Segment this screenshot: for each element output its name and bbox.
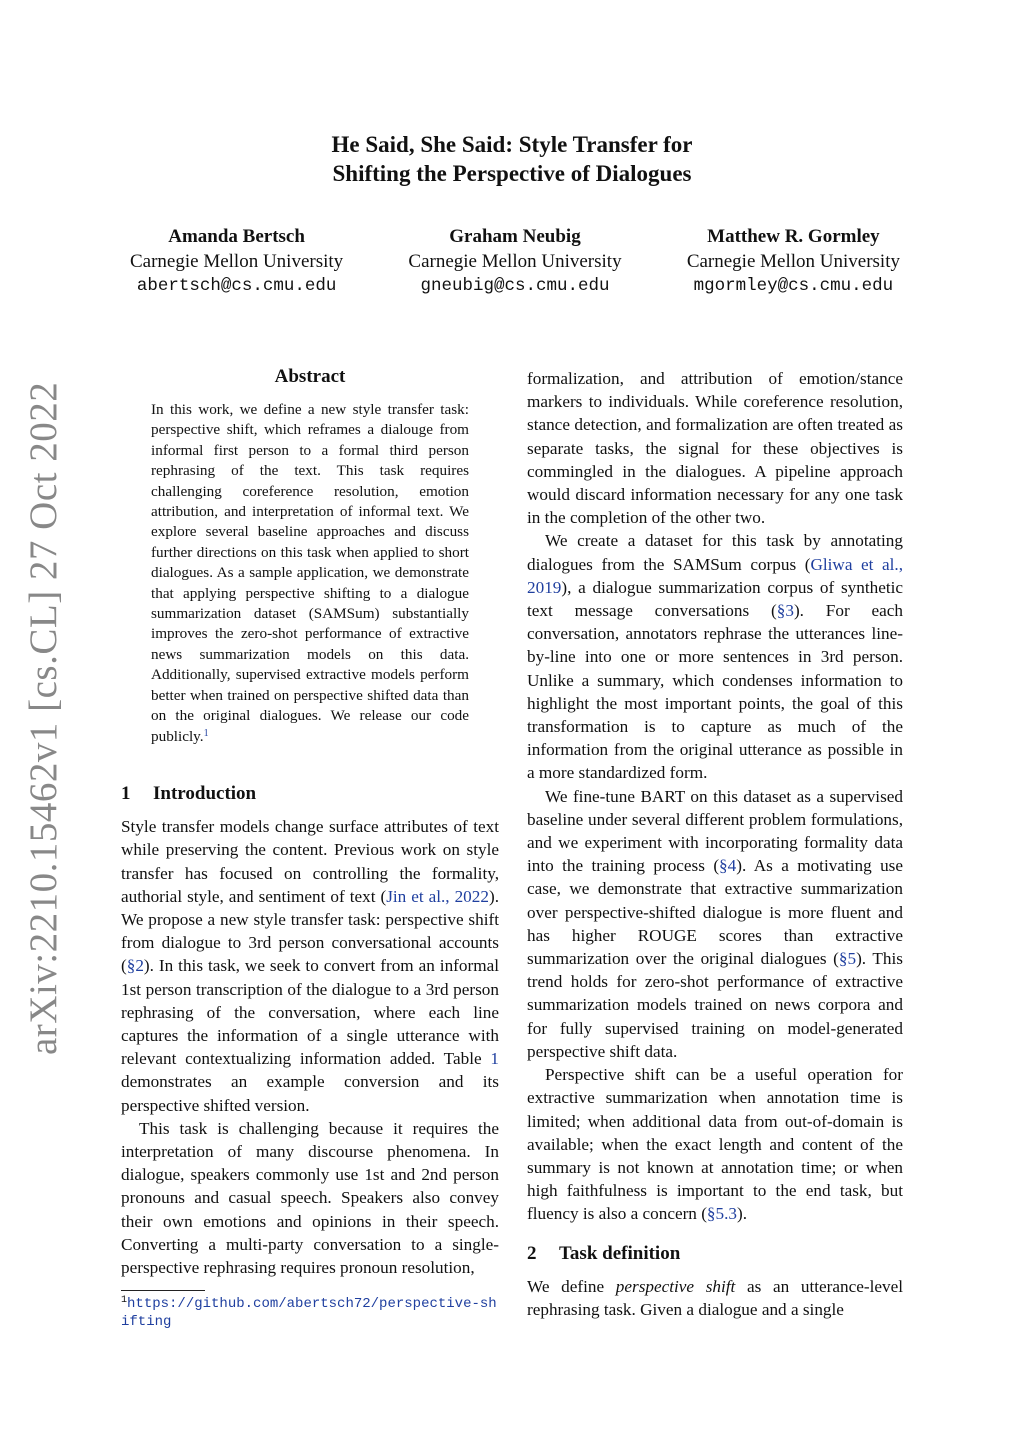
text-run: ). This trend holds for zero-shot performance of extractive summarization models trained on news corpora and for fully supervised training on model-generated perspective shift data. xyxy=(527,949,903,1061)
section-number: 1 xyxy=(121,783,131,804)
footnote-marker[interactable]: 1 xyxy=(203,727,209,739)
citation-link[interactable]: Gliwa et al., 2019 xyxy=(527,554,903,597)
table-ref-link[interactable]: 1 xyxy=(490,1049,499,1069)
footnote-number: 1 xyxy=(121,1295,128,1306)
section-ref-link[interactable]: §5 xyxy=(838,949,857,969)
text-run: ). As a motivating use case, we demonstrate that extractive summarization over perspective-shifted dialogue is more fluent and has higher ROUGE scores than extractive summarization over the original dialogues ( xyxy=(527,856,903,969)
footnote xyxy=(121,1295,501,1331)
text-run: Perspective shift can be a useful operation for extractive summarization when annotation time is limited; when additional data from out-of-domain is available; when the exact length and content of the summary is not known at annotation time; or when high faithfulness is important to the end task, but fluency is also a concern ( xyxy=(527,1065,903,1224)
abstract-body xyxy=(151,400,469,747)
text-run: ). For each conversation, annotators rephrase the utterances line-by-line into one or more sentences in 3rd person. Unlike a summary, which condenses information to highlight the most important points, the goal of this transformation is to capture as much of the information from the original utterance as possible in a more standardized form. xyxy=(527,601,903,783)
task-definition-paragraph xyxy=(527,1275,903,1321)
title-line-1: He Said, She Said: Style Transfer for xyxy=(331,132,693,157)
author-affiliation: Carnegie Mellon University xyxy=(686,251,900,272)
text-run: ). We propose a new style transfer task: perspective shift from dialogue to 3rd person conversational accounts ( xyxy=(121,886,499,976)
intro-paragraph-5 xyxy=(527,785,903,1063)
author-name: Matthew R. Gormley xyxy=(707,226,880,247)
intro-paragraph-1 xyxy=(121,815,499,1117)
text-run: We create a dataset for this task by annotating dialogues from the SAMSum corpus ( xyxy=(527,531,903,574)
section-number: 2 xyxy=(527,1242,537,1264)
author-block xyxy=(130,224,900,299)
section-ref-link[interactable]: §2 xyxy=(126,956,144,976)
author-name: Graham Neubig xyxy=(449,226,581,247)
left-column-body xyxy=(121,782,499,1279)
footnote-rule xyxy=(121,1290,205,1291)
author-affiliation: Carnegie Mellon University xyxy=(408,251,622,272)
text-run: Style transfer models change surface attributes of text while preserving the content. Previous work on style transfer has focused on controlling the formality, authorial style, and sentiment of text ( xyxy=(121,817,499,906)
section-1-heading xyxy=(121,782,499,805)
abstract-heading: Abstract xyxy=(274,366,346,387)
paper-title xyxy=(0,130,1024,188)
author-1 xyxy=(130,224,343,299)
citation-link[interactable]: Jin et al., 2022 xyxy=(386,886,489,906)
title-line-2: Shifting the Perspective of Dialogues xyxy=(332,161,692,186)
author-3 xyxy=(687,224,900,299)
section-ref-link[interactable]: §3 xyxy=(776,601,794,621)
author-email: mgormley@cs.cmu.edu xyxy=(693,276,894,296)
intro-paragraph-4 xyxy=(527,529,903,784)
text-run: We define xyxy=(527,1276,616,1296)
text-run: We fine-tune BART on this dataset as a supervised baseline under several different problem formulations, and we experiment with incorporating formality data into the training process ( xyxy=(527,786,903,876)
footnote-url-link[interactable]: https://github.com/abertsch72/perspective-shifting xyxy=(121,1296,497,1330)
author-email: gneubig@cs.cmu.edu xyxy=(420,276,610,296)
text-run: as an utterance-level rephrasing task. Given a dialogue and a single xyxy=(527,1276,903,1319)
author-name: Amanda Bertsch xyxy=(168,226,305,247)
intro-paragraph-2: This task is challenging because it requires the interpretation of many discourse phenomena. In dialogue, speakers commonly use 1st and 2nd person pronouns and casual speech. Speakers also convey their own emotions and opinions in their speech. Converting a multi-party conversation to a single-perspective rephrasing requires pronoun resolution, xyxy=(121,1118,499,1278)
text-run: ), a dialogue summarization corpus of synthetic text message conversations ( xyxy=(527,577,903,621)
arxiv-identifier: arXiv:2210.15462v1 [cs.CL] 27 Oct 2022 xyxy=(22,381,65,1055)
emphasis-term: perspective shift xyxy=(615,1276,736,1296)
text-run: ). In this task, we seek to convert from an informal 1st person transcription of the dialogue to a 3rd person rephrasing of the conversation, where each line captures the information of a single utterance with relevant contextualizing information added. Table xyxy=(121,956,499,1069)
section-ref-link[interactable]: §4 xyxy=(719,856,737,876)
text-run: demonstrates an example conversion and its perspective shifted version. xyxy=(121,1072,499,1115)
author-2 xyxy=(408,224,621,299)
abstract-text: In this work, we define a new style transfer task: perspective shift, which reframes a dialouge from informal first person to a formal third person rephrasing of the text. This task requires challenging coreference resolution, emotion attribution, and interpretation of informal text. We explore several baseline approaches and discuss further directions on this task when applied to short dialogues. As a sample application, we demonstrate that applying perspective shifting to a dialogue summarization dataset (SAMSum) substantially improves the zero-shot performance of extractive news summarization models on this data. Additionally, supervised extractive models perform better when trained on perspective shifted data than on the original dialogues. We release our code publicly. xyxy=(151,401,469,745)
section-title: Introduction xyxy=(153,783,257,804)
section-2-heading xyxy=(527,1242,903,1265)
right-column-body xyxy=(527,367,903,1321)
text-run: ). xyxy=(737,1204,748,1224)
section-ref-link[interactable]: §5.3 xyxy=(706,1204,737,1224)
author-email: abertsch@cs.cmu.edu xyxy=(136,276,337,296)
section-title: Task definition xyxy=(559,1242,681,1264)
intro-paragraph-3: formalization, and attribution of emotion/stance markers to individuals. While coreference resolution, stance detection, and formalization are often treated as separate tasks, the signal for these objectives is commingled in the dialogues. A pipeline approach would discard information necessary for any one task in the completion of the other two. xyxy=(527,369,903,528)
intro-paragraph-6 xyxy=(527,1063,903,1225)
author-affiliation: Carnegie Mellon University xyxy=(130,251,344,272)
